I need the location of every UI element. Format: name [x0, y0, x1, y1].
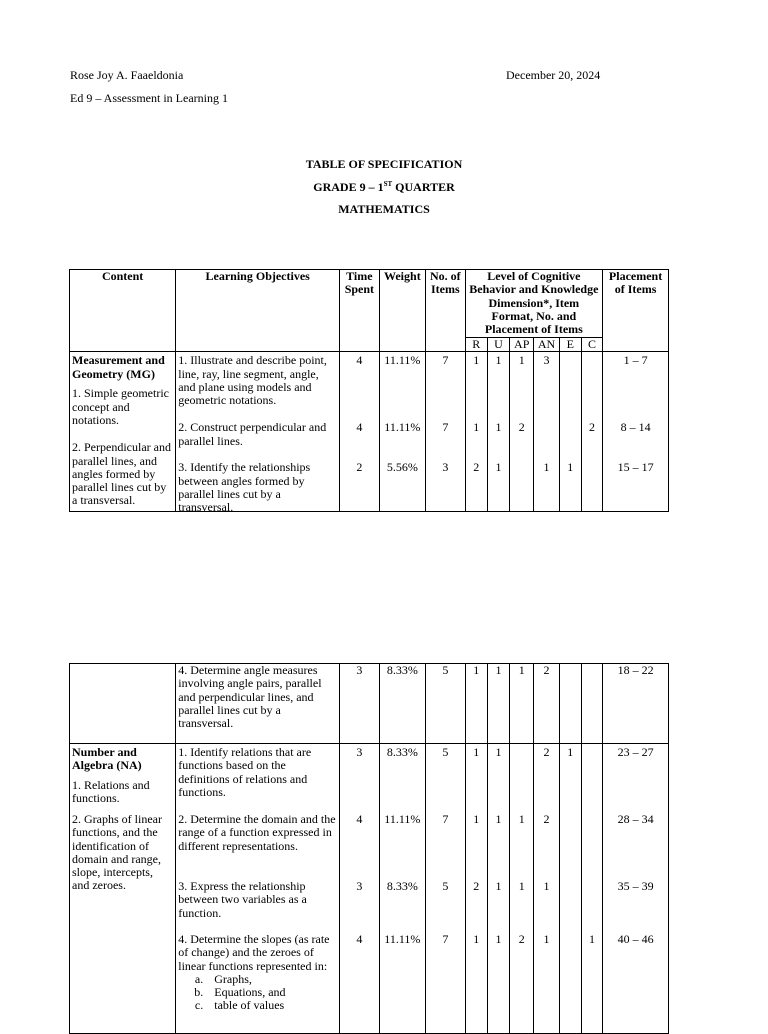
level-e: E: [559, 338, 581, 352]
level-value: 2: [518, 932, 525, 946]
level-value: 2: [473, 460, 480, 475]
placement-value: 28 – 34: [617, 812, 654, 826]
content-title-mg: Measurement and Geometry (MG): [72, 353, 165, 381]
time-cell: [340, 352, 379, 512]
content-cell-empty: [70, 664, 176, 744]
level-e-cell: [559, 352, 581, 512]
placement-value: 1 – 7: [623, 353, 648, 368]
level-value: 2: [543, 745, 550, 759]
placement-cell: [603, 352, 669, 512]
content-cell-na: [70, 744, 176, 1034]
objectives-cell: [176, 352, 340, 515]
items-value: 7: [442, 812, 449, 826]
list-item: a. Graphs,: [206, 973, 337, 986]
level-value: 1: [495, 932, 502, 946]
time-cell: [340, 744, 379, 1034]
header-cognitive-level: Level of Cognitive Behavior and Knowledge Dimension*, Item Format, No. and Placement of Items: [465, 270, 603, 338]
table-row: [70, 744, 669, 1034]
content-title-na: Number and Algebra (NA): [72, 745, 142, 773]
level-value: 1: [518, 879, 525, 893]
level-value: 1: [543, 932, 550, 946]
content-item: 2. Graphs of linear functions, and the identification of domain and range, slope, intercepts, and zeroes.: [72, 812, 162, 893]
header-no-of-items: No. of Items: [426, 270, 465, 352]
level-value: 1: [510, 664, 534, 744]
weight-value: 11.11%: [384, 812, 421, 826]
weight-value: 5.56%: [386, 460, 418, 475]
level-value: 1: [495, 879, 502, 893]
content-cell-mg: [70, 352, 176, 512]
weight-value: 11.11%: [384, 932, 421, 946]
author-name: Rose Joy A. Faaeldonia: [70, 68, 184, 82]
level-value: 2: [543, 812, 550, 826]
weight-value: 8.33%: [386, 879, 418, 893]
time-value: 3: [356, 879, 363, 893]
level-value: 2: [534, 664, 559, 744]
level-value: 1: [495, 420, 502, 435]
level-value: 3: [543, 353, 550, 368]
placement-value: 15 – 17: [617, 460, 654, 475]
table-row: [70, 352, 669, 512]
objectives-cell: [176, 744, 340, 1034]
objective-text: 1. Illustrate and describe point, line, ray, line segment, angle, and plane using models and geometric notations.: [178, 353, 327, 408]
placement-value: 18 – 22: [603, 664, 669, 744]
level-c: C: [581, 338, 602, 352]
level-value: 1: [465, 664, 487, 744]
items-value: 5: [442, 745, 449, 759]
items-cell: [426, 744, 465, 1034]
header-weight: Weight: [379, 270, 426, 352]
time-value: 4: [356, 420, 363, 435]
objective-sublist: [178, 973, 337, 1013]
level-value: 1: [589, 932, 595, 946]
specification-table-part-1: [69, 269, 669, 515]
level-u: U: [487, 338, 509, 352]
subject-title: MATHEMATICS: [338, 202, 430, 216]
level-value: 1: [473, 353, 480, 368]
time-value: 4: [356, 812, 363, 826]
objective-text: 4. Determine angle measures involving angle pairs, parallel and perpendicular lines, and parallel lines cut by a transversal.: [176, 664, 340, 744]
level-value: 1: [473, 932, 480, 946]
level-value: 1: [543, 879, 550, 893]
list-item: b. Equations, and: [206, 986, 337, 999]
level-value: 1: [473, 420, 480, 435]
level-value: 1: [518, 353, 525, 368]
objective-text: 3. Identify the relationships between angles formed by parallel lines cut by a transversal.: [178, 460, 311, 515]
placement-value: 35 – 39: [617, 879, 654, 893]
document-title: TABLE OF SPECIFICATION: [305, 157, 463, 171]
weight-value: 8.33%: [386, 745, 418, 759]
course-title: Ed 9 – Assessment in Learning 1: [70, 91, 228, 105]
level-e-cell: [559, 744, 581, 1034]
weight-cell: [379, 352, 426, 512]
weight-value: 11.11%: [384, 353, 421, 368]
header-placement: Placement of Items: [603, 270, 669, 352]
level-value: 1: [495, 353, 502, 368]
objective-text: 2. Construct perpendicular and parallel lines.: [178, 420, 327, 448]
level-r-cell: [465, 744, 487, 1034]
objective-text: 3. Express the relationship between two variables as a function.: [178, 879, 307, 920]
content-item: 1. Relations and functions.: [72, 778, 150, 806]
level-ap: AP: [510, 338, 534, 352]
level-ap-cell: [510, 744, 534, 1034]
level-value: 1: [567, 745, 574, 759]
time-value: 3: [340, 664, 379, 744]
level-an: AN: [534, 338, 559, 352]
level-value: 1: [473, 745, 480, 759]
level-value: 2: [589, 420, 596, 435]
items-value: 7: [442, 420, 449, 435]
items-value: 7: [442, 353, 449, 368]
objective-text: 2. Determine the domain and the range of a function expressed in different representations.: [178, 812, 336, 853]
level-value: 1: [487, 664, 509, 744]
list-item: c. table of values: [206, 999, 337, 1012]
table-row: [70, 664, 669, 744]
level-value: [581, 664, 602, 744]
grade-quarter-title: GRADE 9 – 1ST QUARTER: [313, 180, 455, 194]
header-content: Content: [70, 270, 176, 352]
level-value: [559, 664, 581, 744]
weight-value: 11.11%: [384, 420, 421, 435]
placement-value: 40 – 46: [617, 932, 654, 946]
items-value: 5: [426, 664, 465, 744]
specification-table-part-2: [69, 663, 669, 1034]
objective-block: [178, 933, 337, 1013]
level-value: 1: [543, 460, 550, 475]
level-value: 1: [495, 812, 502, 826]
level-ap-cell: [510, 352, 534, 512]
level-value: 1: [495, 745, 502, 759]
placement-cell: [603, 744, 669, 1034]
document-date: December 20, 2024: [506, 68, 601, 82]
weight-cell: [379, 744, 426, 1034]
items-cell: [426, 352, 465, 512]
weight-value: 8.33%: [379, 664, 426, 744]
time-value: 4: [356, 353, 363, 368]
header-time-spent: Time Spent: [340, 270, 379, 352]
objective-text: 1. Identify relations that are functions based on the definitions of relations and functions.: [178, 745, 312, 799]
level-value: 1: [518, 812, 525, 826]
level-value: 2: [473, 879, 480, 893]
items-value: 3: [442, 460, 449, 475]
level-r-cell: [465, 352, 487, 512]
level-value: 1: [567, 460, 574, 475]
objective-text: 4. Determine the slopes (as rate of change) and the zeroes of linear functions represented in:: [178, 932, 330, 973]
level-an-cell: [534, 744, 559, 1034]
level-c-cell: [581, 352, 602, 512]
level-value: 1: [495, 460, 502, 475]
content-item: 1. Simple geometric concept and notations.: [72, 386, 169, 427]
level-u-cell: [487, 744, 509, 1034]
time-value: 2: [356, 460, 363, 475]
level-r: R: [465, 338, 487, 352]
items-value: 7: [442, 932, 449, 946]
header-learning-objectives: Learning Objectives: [176, 270, 340, 352]
level-value: 2: [518, 420, 525, 435]
placement-value: 8 – 14: [620, 420, 651, 435]
level-u-cell: [487, 352, 509, 512]
items-value: 5: [442, 879, 449, 893]
content-item: 2. Perpendicular and parallel lines, and angles formed by parallel lines cut by a transversal.: [72, 440, 171, 508]
level-c-cell: [581, 744, 602, 1034]
level-value: 1: [473, 812, 480, 826]
time-value: 3: [356, 745, 363, 759]
level-an-cell: [534, 352, 559, 512]
time-value: 4: [356, 932, 363, 946]
placement-value: 23 – 27: [617, 745, 654, 759]
